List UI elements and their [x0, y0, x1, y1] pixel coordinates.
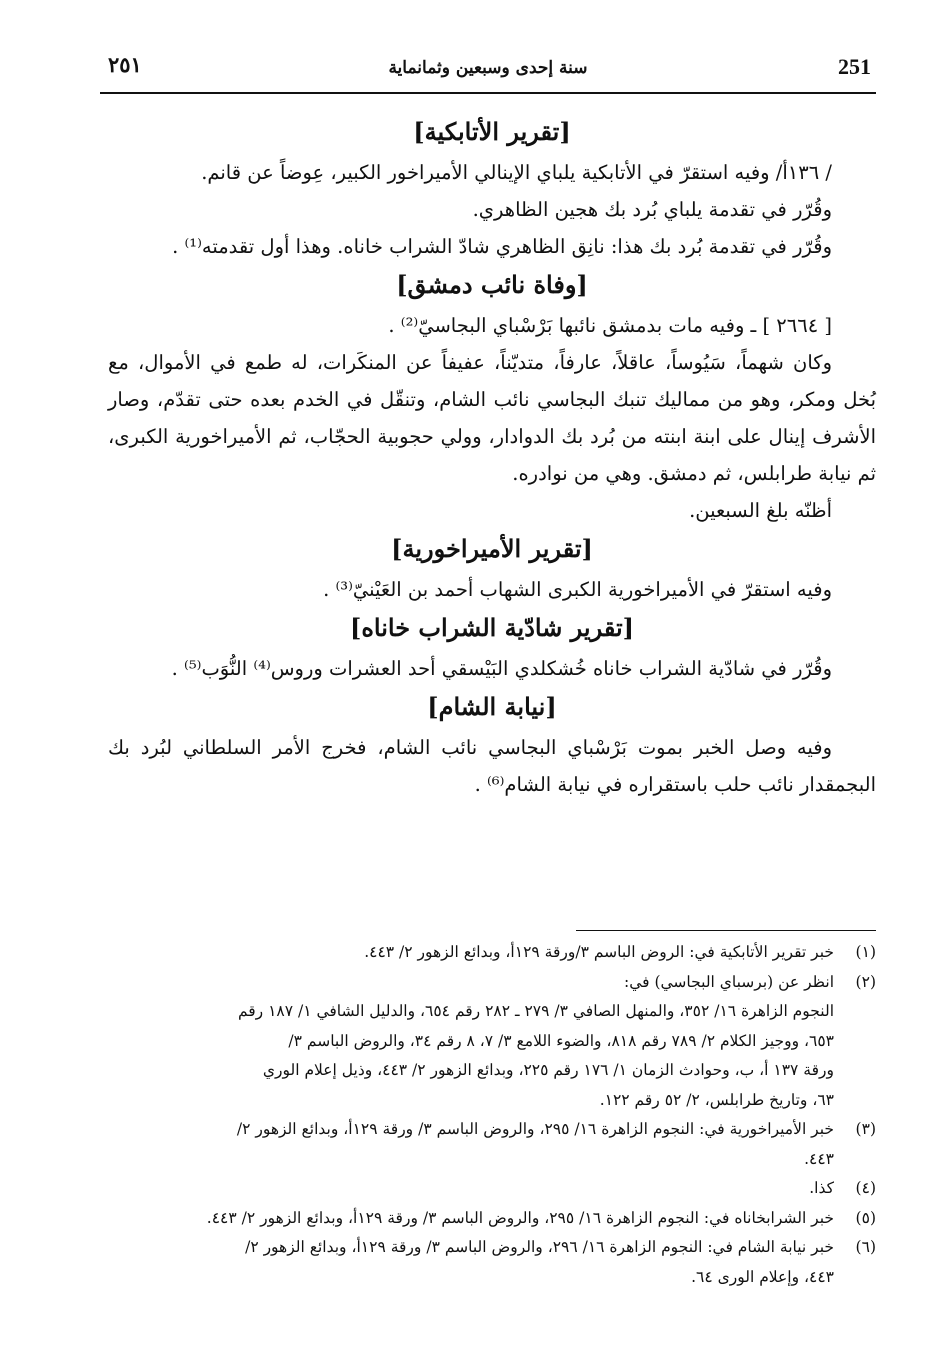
footnote-line: ٤٤٣. [804, 1149, 834, 1168]
page-number-latin: 251 [838, 54, 871, 79]
footnote [108, 1115, 876, 1174]
footnote-line: انظر عن (برسباي البجاسي) في: [623, 972, 834, 991]
footnote-mark: (٤) [855, 1179, 876, 1197]
footnote-line: خبر الشرابخاناه في: النجوم الزاهرة ١٦/ ٢٩٥، والروض الباسم ٣/ ورقة ١٢٩أ، وبدائع الزهور ٢/ ٤٤٣. [206, 1208, 834, 1227]
footnote [108, 968, 876, 1116]
footnote-line: ٤٤٣، وإعلام الورى ٦٤. [691, 1267, 834, 1286]
footnote [108, 1204, 876, 1234]
footnote-line: خبر نيابة الشام في: النجوم الزاهرة ١٦/ ٢٩٦، والروض الباسم ٣/ ورقة ١٢٩أ، وبدائع الزهور ٢/ [245, 1238, 834, 1256]
footnote [108, 1233, 876, 1292]
footnotes [108, 938, 876, 1292]
footnote-divider [576, 930, 876, 931]
footnote-mark: (٣) [855, 1120, 876, 1138]
footnote-line: النجوم الزاهرة ١٦/ ٣٥٢، والمنهل الصافي ٣/ ٢٧٩ ـ ٢٨٢ رقم ٦٥٤، والدليل الشافي ١/ ١٨٧ رقم [237, 1002, 834, 1020]
footnote-line: خبر تقرير الأتابكية في: الروض الباسم ٣/ورقة ١٢٩أ، وبدائع الزهور ٢/ ٤٤٣. [364, 943, 834, 961]
footnote-mark: (٦) [855, 1238, 876, 1256]
footnote [108, 1174, 876, 1204]
section-damascus-governor-death [108, 267, 876, 529]
paragraph: وقُرّر في تقدمة يلباي بُرد بك هجين الظاهري. [472, 198, 832, 221]
footnote [108, 938, 876, 968]
page-header [100, 52, 876, 94]
paragraph: / ١٣٦أ/ وفيه استقرّ في الأتابكية يلباي الإينالي الأميراخور الكبير، عِوضاً عن قانم. [201, 161, 832, 184]
section-heading: [تقرير الأتابكية] [413, 117, 571, 146]
section-heading: [تقرير الأميراخورية] [391, 534, 593, 563]
footnote-line: كذا. [809, 1179, 834, 1197]
paragraph: [ ٢٦٦٤ ] ـ وفيه مات بدمشق نائبها بَرْسْباي البجاسيّ⁽²⁾ . [388, 314, 832, 337]
running-title: سنة إحدى وسبعين وثمانماية [388, 58, 588, 78]
footnote-line: ٦٥٣، ووجيز الكلام ٢/ ٧٨٩ رقم ٨١٨، والضوء اللامع ٣/ ٧، ٨ رقم ٣٤، والروض الباسم ٣/ [288, 1031, 834, 1050]
paragraph: وقُرّر في تقدمة بُرد بك هذا: نانِق الظاهري شادّ الشراب خاناه. وهذا أول تقدمته⁽¹⁾ . [172, 235, 832, 258]
paragraph: وفيه وصل الخبر بموت بَرْسْباي البجاسي نائب الشام، فخرج الأمر السلطاني لبُرد بك البجمقدار نائب حلب باستقراره في نيابة الشام⁽⁶⁾ . [108, 736, 876, 796]
paragraph: وفيه استقرّ في الأميراخورية الكبرى الشهاب أحمد بن العَيْنيّ⁽³⁾ . [323, 578, 832, 601]
section-heading: [تقرير شادّية الشراب خاناه] [349, 613, 635, 642]
page-number-arabic: ٢٥١ [108, 52, 142, 77]
paragraph: أظنّه بلغ السبعين. [689, 499, 832, 522]
paragraph: وقُرّر في شادّية الشراب خاناه خُشكلدي البَيْسقي أحد العشرات وروس⁽⁴⁾ النُّوَب⁽⁵⁾ . [171, 657, 832, 680]
footnote-mark: (١) [855, 943, 876, 961]
footnote-mark: (٥) [855, 1208, 876, 1227]
paragraph: وكان شهماً، سَيُوساً، عاقلاً، عارفاً، متديّناً، عفيفاً عن المنكَرات، له طمع في الأموال، مع بُخل ومكر، وهو من مماليك تنبك البجاسي نائب الشام، وتنقّل في الخدم بعده حتى تقدّم، وصار الأشرف إينال على ابنة ابنته من بُرد بك الدوادار، وولي حجوبية الحجّاب، ثم الأميراخورية الكبرى، ثم نيابة طرابلس، ثم دمشق. وهي من نوادره. [108, 351, 876, 485]
footnote-line: ٦٣، وتاريخ طرابلس، ٢/ ٥٢ رقم ١٢٢. [599, 1090, 834, 1109]
section-sham-governorship [108, 689, 876, 803]
main-text [108, 112, 876, 803]
footnote-line: خبر الأميراخورية في: النجوم الزاهرة ١٦/ ٢٩٥، والروض الباسم ٣/ ورقة ١٢٩أ، وبدائع الزهور ٢/ [236, 1120, 834, 1138]
section-atabakiya [108, 114, 876, 265]
section-heading: [نيابة الشام] [427, 692, 557, 721]
section-heading: [وفاة نائب دمشق] [396, 270, 588, 299]
footnote-mark: (٢) [855, 972, 876, 991]
footnote-line: ورقة ١٣٧ أ، ب، وحوادث الزمان ١/ ١٧٦ رقم ٢٢٥، وبدائع الزهور ٢/ ٤٤٣، وذيل إعلام الوري [262, 1061, 834, 1079]
section-amirakhuriya [108, 531, 876, 608]
section-sharab-khana [108, 610, 876, 687]
